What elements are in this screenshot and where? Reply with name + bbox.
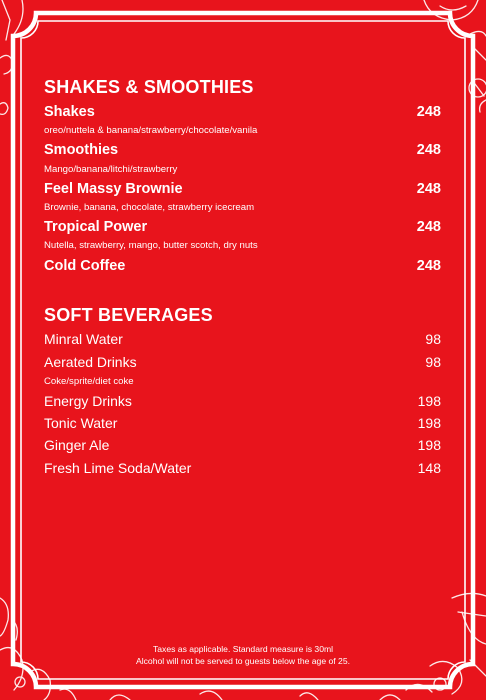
item-price: 248	[416, 181, 441, 197]
item-name: Fresh Lime Soda/Water	[44, 460, 192, 476]
menu-item-fresh-lime-soda	[44, 460, 441, 480]
item-description: Coke/sprite/diet coke	[44, 376, 134, 387]
menu-item-minral-water	[44, 331, 441, 351]
item-price: 198	[417, 393, 441, 409]
menu-item-smoothies	[44, 142, 441, 162]
item-price: 248	[416, 142, 441, 158]
item-name: Energy Drinks	[44, 393, 132, 409]
menu-item-tonic-water	[44, 415, 441, 435]
menu-item-aerated-drinks	[44, 354, 441, 374]
footer-tax-note: Taxes as applicable. Standard measure is 30ml	[152, 644, 334, 654]
section-title-soft-beverages: SOFT BEVERAGES	[44, 305, 213, 325]
item-price: 248	[416, 104, 441, 120]
footer-age-note: Alcohol will not be served to guests below the age of 25.	[135, 656, 351, 666]
item-price: 198	[417, 415, 441, 431]
item-price: 248	[416, 258, 441, 274]
item-price: 148	[417, 460, 441, 476]
item-name: Ginger Ale	[44, 437, 110, 453]
menu-item-energy-drinks	[44, 393, 441, 413]
menu-item-cold-coffee	[44, 258, 441, 278]
item-price: 248	[416, 219, 441, 235]
section-title-shakes-smoothies: SHAKES & SMOOTHIES	[44, 77, 254, 97]
item-description: Nutella, strawberry, mango, butter scotch, dry nuts	[44, 240, 258, 251]
item-name: Aerated Drinks	[44, 354, 137, 370]
item-description: Mango/banana/litchi/strawberry	[44, 164, 178, 175]
menu-item-feel-massy-brownie	[44, 181, 441, 201]
menu-item-tropical-power	[44, 219, 441, 239]
item-name: Smoothies	[44, 142, 119, 158]
item-name: Cold Coffee	[44, 258, 126, 274]
menu-footer-notice	[0, 643, 486, 667]
menu-item-shakes	[44, 104, 441, 124]
item-description: oreo/nuttela & banana/strawberry/chocolate/vanila	[44, 125, 258, 136]
item-name: Minral Water	[44, 331, 123, 347]
item-name: Feel Massy Brownie	[44, 181, 183, 197]
menu-item-ginger-ale	[44, 437, 441, 457]
item-price: 198	[417, 437, 441, 453]
item-price: 98	[425, 354, 441, 370]
item-name: Shakes	[44, 104, 95, 120]
item-name: Tropical Power	[44, 219, 148, 235]
item-name: Tonic Water	[44, 415, 118, 431]
item-description: Brownie, banana, chocolate, strawberry icecream	[44, 202, 255, 213]
item-price: 98	[425, 331, 441, 347]
